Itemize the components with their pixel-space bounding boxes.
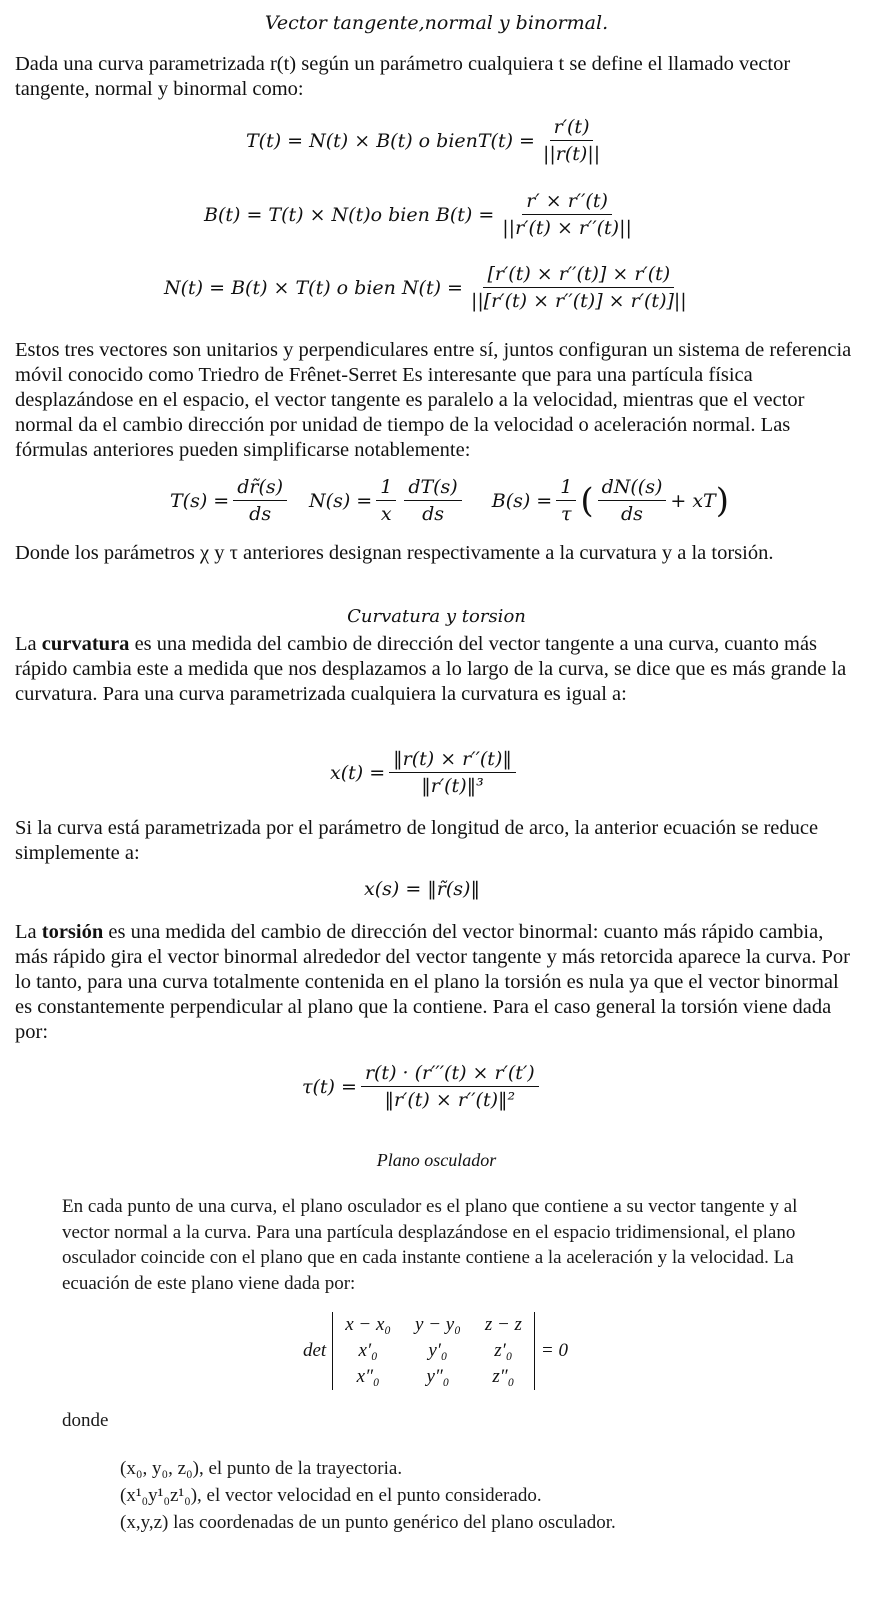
numerator: 1: [376, 476, 396, 501]
equation-binormal-left: B(t) = T(t) × N(t)o bien B(t) =: [204, 203, 495, 226]
section-title-plano: Plano osculador: [376, 1150, 497, 1170]
fraction: [233, 476, 287, 525]
list-item: (x¹₀y¹₀z¹₀), el vector velocidad en el punto considerado.: [120, 1485, 542, 1506]
denominator: ds: [249, 503, 272, 525]
det-label: det: [303, 1340, 327, 1361]
matrix-cell: z″₀: [492, 1366, 515, 1387]
det-rhs: = 0: [540, 1340, 568, 1361]
equation-curvature-left: x(t) =: [330, 761, 386, 784]
matrix-cell: z′₀: [494, 1340, 513, 1361]
equation-torsion-left: τ(t) =: [302, 1075, 357, 1098]
matrix-row: [333, 1364, 535, 1390]
fraction: [598, 476, 667, 525]
equation-curvature-arc: x(s) = ‖r̃(s)‖: [364, 878, 480, 900]
denominator: ds: [621, 503, 643, 525]
right-paren: ): [715, 480, 729, 521]
denominator: ‖r′(t)‖³: [421, 775, 484, 797]
list-item: (x₀, y₀, z₀), el punto de la trayectoria.: [120, 1458, 403, 1479]
matrix-row: [333, 1338, 535, 1364]
arc-paragraph: Si la curva está parametrizada por el parámetro de longitud de arco, la anterior ecuación se reduce simplemente a:: [15, 817, 819, 864]
bold-term-curvatura: curvatura: [41, 633, 130, 655]
numerator: r′ × r′′(t): [522, 190, 612, 215]
numerator: r′(t): [550, 116, 594, 141]
numerator: dN((s): [598, 476, 667, 501]
numerator: r(t) · (r′′′(t) × r′(t′): [361, 1062, 539, 1087]
eq-s-N-left: N(s) =: [309, 489, 373, 512]
matrix-cell: x − x₀: [345, 1314, 392, 1335]
denominator: ||[r′(t) × r′′(t)] × r′(t)]||: [470, 290, 687, 312]
donde-label: donde: [62, 1410, 109, 1431]
matrix-cell: x′₀: [358, 1340, 378, 1361]
numerator: dT(s): [404, 476, 461, 501]
denominator: ||r′(t) × r′′(t)||: [502, 217, 632, 239]
numerator: 1: [556, 476, 576, 501]
page-title: Vector tangente,normal y binormal.: [264, 12, 609, 34]
text: es una medida del cambio de dirección del vector binormal: cuanto más rápido cambia, más rápido gira el vector binormal alrededor del vector tangente y más retorcida aparece la curva. Por lo tanto, para una curva totalmente contenida en el plano la torsión es nula ya que el vector binormal es constantemente perpendicular al plano que la contiene. Para el caso general la torsión viene dada por:: [15, 921, 850, 1043]
fraction: [361, 1062, 539, 1111]
equation-normal-left: N(t) = B(t) × T(t) o bien N(t) =: [164, 276, 463, 299]
numerator: [r′(t) × r′′(t)] × r′(t): [483, 263, 674, 288]
denominator: ds: [422, 503, 444, 525]
equation-tangent-left: T(t) = N(t) × B(t) o bienT(t) =: [246, 129, 535, 152]
list-item: (x,y,z) las coordenadas de un punto genérico del plano osculador.: [120, 1512, 616, 1533]
fraction: [556, 476, 576, 525]
equation-binormal: [204, 190, 640, 239]
eq-s-B-left: B(s) =: [491, 489, 553, 512]
eq-s-B-tail: + xT: [670, 489, 716, 512]
left-paren: (: [580, 480, 594, 521]
fraction: [539, 116, 604, 165]
bold-term-torsion: torsión: [41, 921, 104, 943]
numerator: dr̃(s): [233, 476, 287, 501]
denominator: x: [380, 503, 392, 525]
equation-curvature: [330, 748, 520, 797]
section-title-curvature: Curvatura y torsion: [347, 606, 526, 627]
matrix-row: [333, 1312, 535, 1338]
definition-list: [120, 1455, 616, 1536]
text: La: [15, 921, 42, 943]
denominator: ‖r′(t) × r′′(t)‖²: [384, 1089, 516, 1111]
fraction: [404, 476, 461, 525]
frenet-paragraph: Estos tres vectores son unitarios y perpendiculares entre sí, juntos configuran un sistema de referencia móvil conocido como Triedro de Frênet-Serret Es interesante que para una partícula física desplazándose en el espacio, el vector tangente es paralelo a la velocidad, mientras que el vector normal da el cambio dirección por unidad de tiempo de la velocidad o aceleración normal. Las fórmulas anteriores pueden simplificarse notablemente:: [15, 339, 852, 461]
matrix-cell: z − z: [484, 1314, 522, 1335]
denominator: ||r(t)||: [542, 143, 601, 165]
text: es una medida del cambio de dirección del vector tangente a una curva, cuanto más rápido cambia este a medida que nos desplazamos a lo largo de la curva, se dice que es más grande la curvatura. Para una curva parametrizada cualquiera la curvatura es igual a:: [15, 633, 847, 705]
determinant-equation: [303, 1312, 568, 1390]
numerator: ‖r(t) × r′′(t)‖: [389, 748, 516, 773]
params-paragraph: Donde los parámetros χ y τ anteriores designan respectivamente a la curvatura y a la torsión.: [15, 542, 774, 564]
equation-torsion: [302, 1062, 543, 1111]
fraction: [467, 263, 691, 312]
matrix-cell: y′₀: [428, 1340, 448, 1361]
torsion-paragraph: [15, 920, 860, 1045]
text: La: [15, 633, 42, 655]
intro-paragraph: Dada una curva parametrizada r(t) según un parámetro cualquiera t se define el llamado vector tangente, normal y binormal como:: [15, 53, 791, 100]
denominator: τ: [561, 503, 572, 525]
equation-normal: [164, 263, 695, 312]
determinant-matrix: [332, 1312, 535, 1390]
eq-s-T-left: T(s) =: [170, 489, 230, 512]
fraction: [389, 748, 516, 797]
plano-paragraph: En cada punto de una curva, el plano osculador es el plano que contiene a su vector tangente y al vector normal a la curva. Para una partícula desplazándose en el espacio tridimensional, el plano osculador coincide con el plano que en cada instante contiene a la aceleración y la velocidad. La ecuación de este plano viene dada por:: [62, 1196, 798, 1294]
curvature-paragraph: [15, 632, 860, 707]
matrix-cell: y − y₀: [415, 1314, 461, 1335]
equation-arc-length: [170, 476, 729, 525]
equation-tangent: [246, 116, 608, 165]
matrix-cell: x″₀: [356, 1366, 380, 1387]
fraction: [498, 190, 636, 239]
fraction: [376, 476, 396, 525]
matrix-cell: y″₀: [426, 1366, 450, 1387]
